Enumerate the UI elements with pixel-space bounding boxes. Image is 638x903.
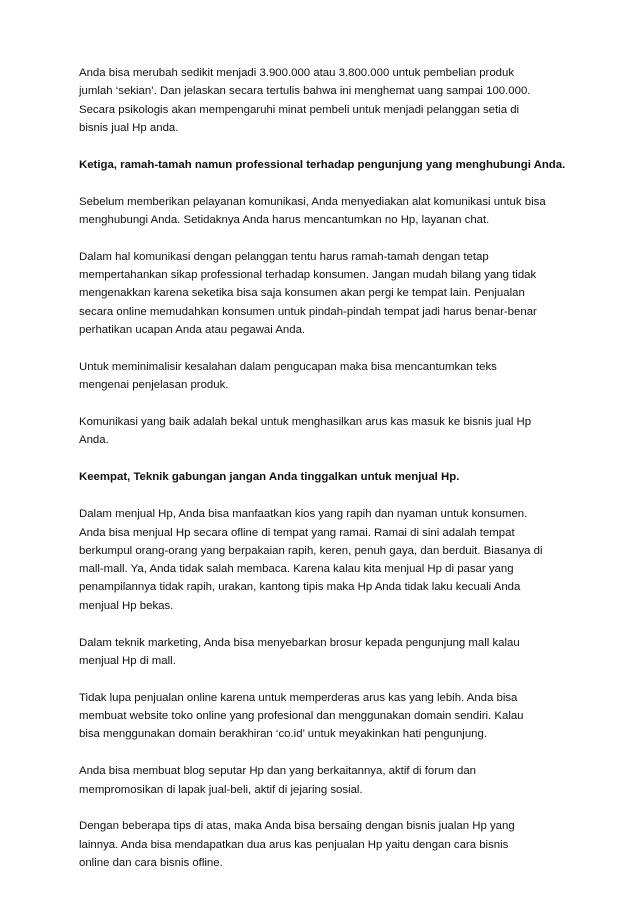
heading-ketiga: Ketiga, ramah-tamah namun professional terhadap pengunjung yang menghubungi Anda.: [79, 158, 566, 171]
paragraph-product-explanation: Untuk meminimalisir kesalahan dalam pengucapan maka bisa mencantumkan teks mengenai penjelasan produk.: [79, 360, 497, 392]
paragraph-good-communication: Komunikasi yang baik adalah bekal untuk menghasilkan arus kas masuk ke bisnis jual Hp Anda.: [79, 416, 532, 447]
paragraph-communication-tools: Sebelum memberikan pelayanan komunikasi, Anda menyediakan alat komunikasi untuk bisa menghubungi Anda. Setidaknya Anda harus mencantumkan no Hp, layanan chat.: [79, 195, 546, 226]
paragraph-online-store: Tidak lupa penjualan online karena untuk memperderas arus kas yang lebih. Anda bisa membuat website toko online yang profesional dan menggunakan domain sendiri. Kalau bisa menggunakan domain berakhiran ‘co.id’ untuk meyakinkan hati pengunjung.: [79, 691, 524, 741]
paragraph-blog-forum: Anda bisa membuat blog seputar Hp dan yang berkaitannya, aktif di forum dan mempromosikan di lapak jual-beli, aktif di jejaring sosial.: [79, 765, 477, 796]
paragraph-offline-kiosk: Dalam menjual Hp, Anda bisa manfaatkan kios yang rapih dan nyaman untuk konsumen. Anda bisa menjual Hp secara ofline di tempat yang ramai. Ramai di sini adalah tempat berkumpul orang-orang yang berpakaian rapih, keren, penuh gaya, dan berduit. Biasanya di mall-mall. Ya, Anda tidak salah membaca. Karena kalau kita menjual Hp di pasar yang penampilannya tidak rapih, urakan, kantong tipis maka Hp Anda tidak laku kecuali Anda menjual Hp bekas.: [79, 508, 543, 612]
paragraph-brochure-marketing: Dalam teknik marketing, Anda bisa menyebarkan brosur kepada pengunjung mall kalau menjual Hp di mall.: [79, 636, 520, 667]
heading-keempat: Keempat, Teknik gabungan jangan Anda tinggalkan untuk menjual Hp.: [79, 471, 460, 484]
paragraph-friendly-professional: Dalam hal komunikasi dengan pelanggan tentu harus ramah-tamah dengan tetap mempertahankan sikap professional terhadap konsumen. Jangan mudah bilang yang tidak mengenakkan karena seketika bisa saja konsumen akan pergi ke tempat lain. Penjualan secara online memudahkan konsumen untuk pindah-pindah tempat jadi harus benar-benar perhatikan ucapan Anda atau pegawai Anda.: [79, 250, 537, 337]
paragraph-conclusion: Dengan beberapa tips di atas, maka Anda bisa bersaing dengan bisnis jualan Hp yang lainnya. Anda bisa mendapatkan dua arus kas penjualan Hp yaitu dengan cara bisnis online dan cara bisnis ofline.: [79, 820, 515, 870]
paragraph-intro-pricing: Anda bisa merubah sedikit menjadi 3.900.000 atau 3.800.000 untuk pembelian produk jumlah ‘sekian’. Dan jelaskan secara tertulis bahwa ini menghemat uang sampai 100.000. Secara psikologis akan mempengaruhi minat pembeli untuk menjadi pelanggan setia di bisnis jual Hp anda.: [79, 67, 531, 134]
